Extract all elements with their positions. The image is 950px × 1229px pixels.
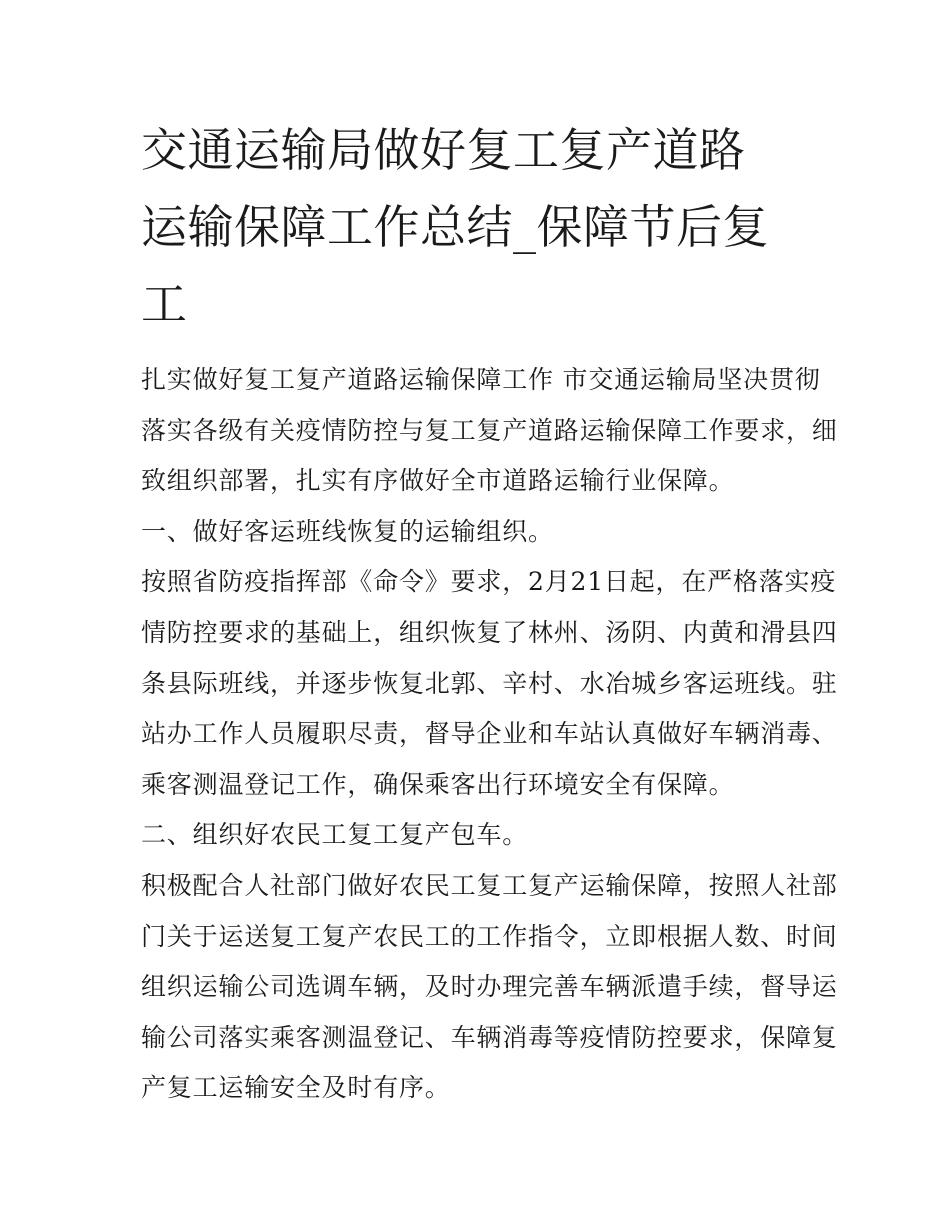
body-line: 落实各级有关疫情防控与复工复产道路运输保障工作要求，细 bbox=[141, 415, 838, 445]
section-heading: 一、做好客运班线恢复的运输组织。 bbox=[141, 516, 554, 546]
title-line: 运输保障工作总结_保障节后复 bbox=[141, 200, 769, 254]
document-title bbox=[141, 112, 821, 343]
body-line: 情防控要求的基础上，组织恢复了林州、汤阴、内黄和滑县四 bbox=[141, 617, 838, 647]
body-line: 条县际班线，并逐步恢复北郭、辛村、水冶城乡客运班线。驻 bbox=[141, 668, 838, 698]
body-line: 积极配合人社部门做好农民工复工复产运输保障，按照人社部 bbox=[141, 870, 838, 900]
body-line: 输公司落实乘客测温登记、车辆消毒等疫情防控要求，保障复 bbox=[141, 1022, 838, 1052]
body-line: 按照省防疫指挥部《命令》要求，2月21日起，在严格落实疫 bbox=[141, 567, 837, 597]
body-line: 乘客测温登记工作，确保乘客出行环境安全有保障。 bbox=[141, 769, 735, 799]
body-line: 门关于运送复工复产农民工的工作指令，立即根据人数、时间 bbox=[141, 921, 838, 951]
section-heading: 二、组织好农民工复工复产包车。 bbox=[141, 820, 529, 850]
body-line: 产复工运输安全及时有序。 bbox=[141, 1073, 451, 1103]
body-line: 站办工作人员履职尽责，督导企业和车站认真做好车辆消毒、 bbox=[141, 719, 838, 749]
title-line: 交通运输局做好复工复产道路 bbox=[141, 123, 746, 177]
document-body bbox=[141, 355, 838, 1114]
body-line: 致组织部署，扎实有序做好全市道路运输行业保障。 bbox=[141, 466, 735, 496]
body-line: 组织运输公司选调车辆，及时办理完善车辆派遣手续，督导运 bbox=[141, 972, 838, 1002]
body-line: 扎实做好复工复产道路运输保障工作 市交通运输局坚决贯彻 bbox=[141, 365, 821, 394]
title-line: 工 bbox=[141, 277, 188, 331]
